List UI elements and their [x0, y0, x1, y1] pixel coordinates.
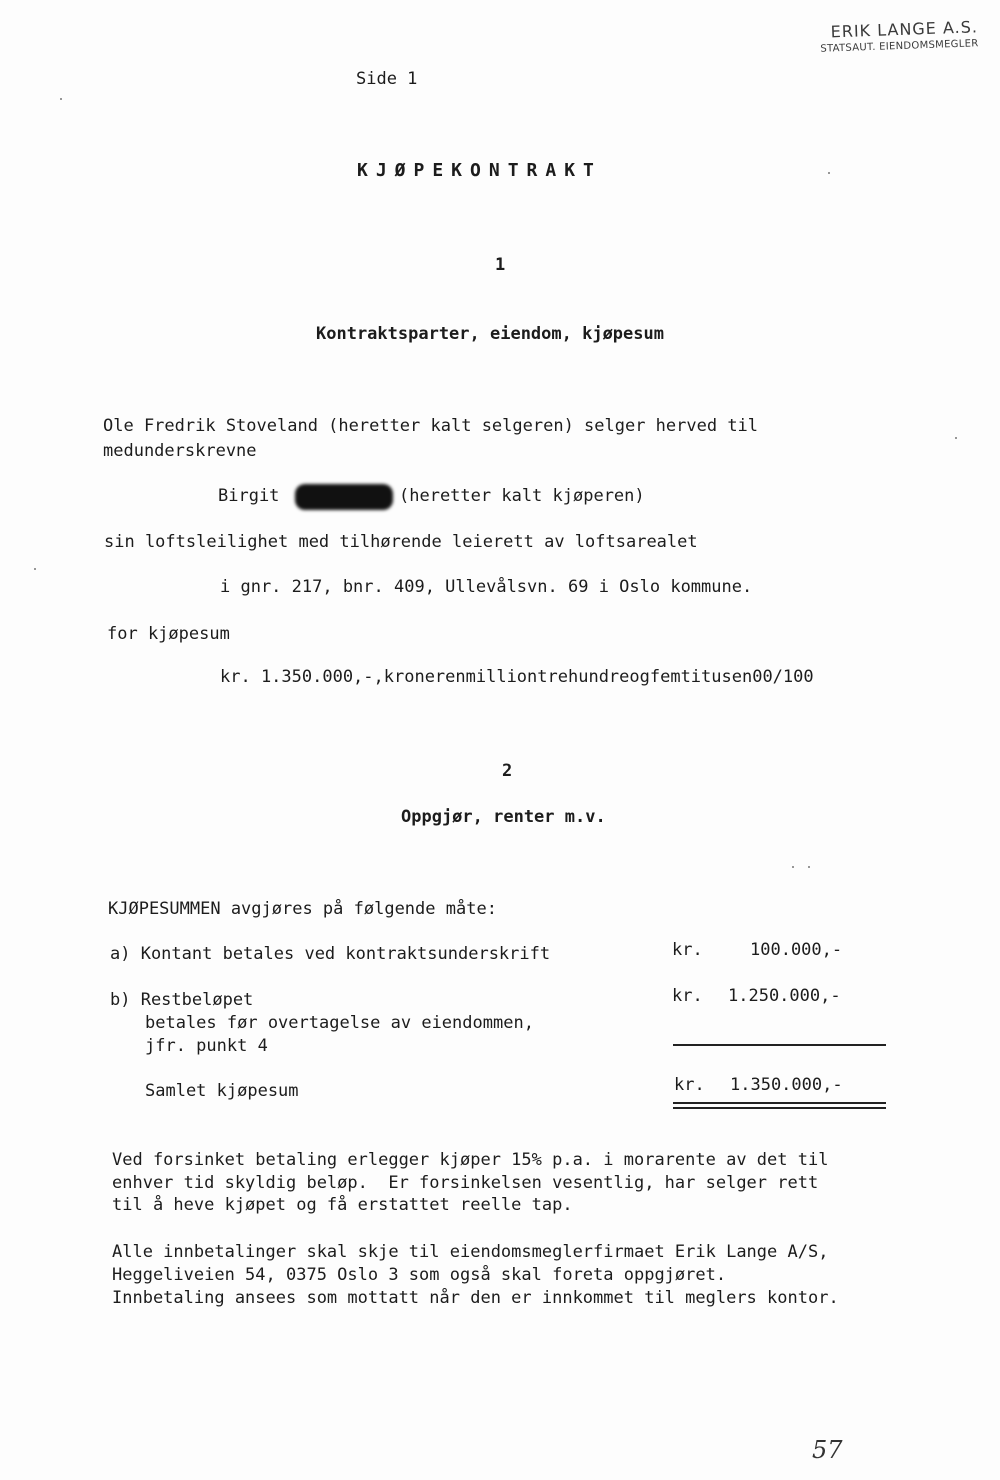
- total-currency: kr.: [674, 1075, 705, 1095]
- item-b-line-2: betales før overtagelse av eiendommen,: [145, 1013, 534, 1033]
- item-b-line-3: jfr. punkt 4: [145, 1036, 268, 1056]
- stamp-firm-name: ERIK LANGE A.S.: [830, 17, 979, 42]
- scan-speck: [828, 172, 830, 174]
- subtotal-rule: [673, 1044, 886, 1046]
- stamp-subtitle: STATSAUT. EIENDOMSMEGLER: [820, 38, 979, 55]
- parties-line-2: medunderskrevne: [103, 441, 257, 461]
- payment-line-3: Innbetaling ansees som mottatt når den er innkommet til meglers kontor.: [112, 1288, 839, 1308]
- property-description: i gnr. 217, bnr. 409, Ullevålsvn. 69 i Oslo kommune.: [220, 577, 753, 597]
- settlement-intro: KJØPESUMMEN avgjøres på følgende måte:: [108, 899, 497, 919]
- payment-line-2: Heggeliveien 54, 0375 Oslo 3 som også skal foreta oppgjøret.: [112, 1265, 727, 1285]
- section-1-heading: Kontraktsparter, eiendom, kjøpesum: [316, 324, 664, 344]
- item-a-currency: kr.: [672, 940, 703, 960]
- handwritten-page-number: 57: [812, 1436, 843, 1464]
- section-2-heading: Oppgjør, renter m.v.: [401, 807, 606, 827]
- scan-speck: [792, 866, 794, 868]
- scan-speck: [808, 866, 810, 868]
- payment-line-1: Alle innbetalinger skal skje til eiendomsmeglerfirmaet Erik Lange A/S,: [112, 1242, 829, 1262]
- interest-line-1: Ved forsinket betaling erlegger kjøper 15% p.a. i morarente av det til: [112, 1150, 829, 1170]
- price-label: for kjøpesum: [107, 624, 230, 644]
- buyer-suffix: (heretter kalt kjøperen): [399, 486, 645, 506]
- section-1-number: 1: [495, 255, 506, 275]
- page-label: Side 1: [356, 69, 418, 89]
- item-b-amount: 1.250.000,-: [728, 986, 841, 1006]
- interest-line-2: enhver tid skyldig beløp. Er forsinkelsen vesentlig, har selger rett: [112, 1173, 819, 1193]
- redacted-surname: [295, 484, 393, 510]
- scan-speck: [34, 568, 36, 570]
- price-line: kr. 1.350.000,-,kronerenmilliontrehundreogfemtitusen00/100: [220, 667, 814, 687]
- total-label: Samlet kjøpesum: [145, 1081, 299, 1101]
- item-a-amount: 100.000,-: [750, 940, 843, 960]
- total-double-rule-bottom: [673, 1107, 886, 1109]
- scan-speck: [955, 437, 957, 439]
- buyer-first-name: Birgit: [218, 486, 280, 506]
- parties-line-1: Ole Fredrik Stoveland (heretter kalt selgeren) selger herved til: [103, 416, 759, 436]
- object-description: sin loftsleilighet med tilhørende leierett av loftsarealet: [104, 532, 698, 552]
- document-title: KJØPEKONTRAKT: [357, 160, 602, 181]
- item-a-label: a) Kontant betales ved kontraktsunderskrift: [110, 944, 551, 964]
- total-double-rule-top: [673, 1102, 886, 1104]
- item-b-currency: kr.: [672, 986, 703, 1006]
- total-amount: 1.350.000,-: [730, 1075, 843, 1095]
- scan-speck: [60, 98, 62, 100]
- company-stamp: [819, 17, 978, 55]
- interest-line-3: til å heve kjøpet og få erstattet reelle tap.: [112, 1195, 573, 1215]
- section-2-number: 2: [502, 761, 513, 781]
- item-b-label: b) Restbeløpet: [110, 990, 254, 1010]
